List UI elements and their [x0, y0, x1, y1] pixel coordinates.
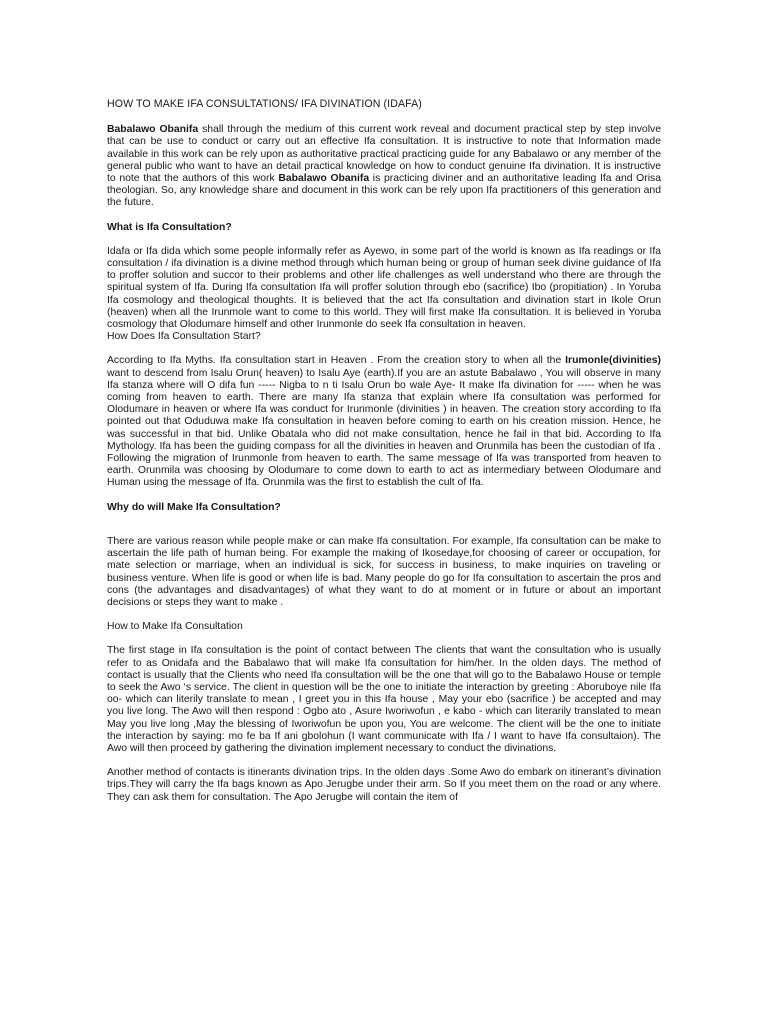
section-body-how-start [107, 355, 661, 489]
intro-paragraph [107, 124, 661, 209]
author-name-repeat: Babalawo Obanifa [278, 173, 370, 185]
author-name: Babalawo Obanifa [107, 124, 199, 136]
how-start-text-2: want to descend from Isalu Orun( heaven) to Isalu Aye (earth).If you are an astute Babalawo , You will observe in many Ifa stanza where will O difa fun ----- Nigba to n ti Isalu Orun bo wale Aye- It make Ifa divination for ----- when he was coming from heaven to earth. There are many Ifa stanza that explain where Ifa consultation was performed for Olodumare in heaven or where Ifa was conduct for Irunmonle (divinities ) in heaven. The creation story according to Ifa pointed out that Oduduwa make Ifa consultation in heaven before coming to earth on his creation mission. Hence, he was successful in that bid. Unlike Obatala who did not make consultation, hence he fail in that bid. According to Ifa Mythology. Ifa has been the guiding compass for all the divinities in heaven and Orunmila has been the custodian of Ifa . Following the migration of Irunmonle from heaven to earth. The same message of Ifa was transported from heaven to earth. Orunmila was choosing by Olodumare to come down to earth to act as intermediary between Olodumare and Human using the message of Ifa. Orunmila was the first to establish the cult of Ifa. [107, 367, 661, 489]
document-body [107, 98, 661, 804]
section-heading-how-start: How Does Ifa Consultation Start? [107, 331, 261, 343]
section-heading-why: Why do will Make Ifa Consultation? [107, 501, 281, 513]
how-start-text-1: According to Ifa Myths. Ifa consultation start in Heaven . From the creation story to when all the [107, 355, 566, 367]
divinities-term: Irumonle(divinities) [565, 355, 661, 367]
section-body-what-is: Idafa or Ifa dida which some people informally refer as Ayewo, in some part of the world is known as Ifa readings or Ifa consultation / ifa divination is a divine method through which human being or group of human seek divine guidance of Ifa to proffer solution and succor to their problems and other life challenges as well understand who there are through the spiritual system of Ifa. During Ifa consultation Ifa will proffer solution through ebo (sacrifice) Ibo (propitiation) . In Yoruba Ifa cosmology and theological thoughts. It is believed that the act Ifa consultation and divination start in Ikole Orun (heaven) when all the Irunmole want to come to this world. They will first make Ifa consultation. It is believed in Yoruba cosmology that Olodumare himself and other Irunmonle do seek Ifa consultation in heaven. [107, 245, 661, 331]
section-body-how-to-make-1: The first stage in Ifa consultation is the point of contact between The clients that want the consultation who is usually refer to as Onidafa and the Babalawo that will make Ifa consultation for him/her. In the olden days. The method of contact is usually that the Clients who need Ifa consultation will be the one that will go to the Babalawo House or temple to seek the Awo ‘s service. The client in question will be the one to initiate the interaction by greeting : Aboruboye nile Ifa oo- which can literily translate to mean , I greet you in this Ifa house , May your ebo (sacrifice ) be accepted and may you live long. The Awo will then respond : Ogbo ato , Asure Iworiwofun , e kabo - which can literarily translated to mean May you live long ,May the blessing of Iworiwofun be upon you, You are welcome. The client will be the one to initiate the interaction by saying: mo fe ba If ani gbolohun (I want communicate with Ifa / I want to have Ifa consultaion). The Awo will then proceed by gathering the divination implement necessary to conduct the divinations. [107, 645, 661, 754]
section-heading-what-is: What is Ifa Consultation? [107, 221, 232, 233]
intro-text-2: is practicing diviner and an authoritative leading Ifa and Orisa theologian. So, any knowledge share and document in this work can be rely upon Ifa practitioners of this generation and the future. [107, 173, 661, 209]
intro-text-1: shall through the medium of this current work reveal and document practical step by step involve that can be use to conduct or carry out an effective Ifa consultation. It is instructive to note that Information made available in this work can be rely upon as authoritative practical practicing guide for any Babalawo or any member of the general public who want to have an detail practical knowledge on how to conduct genuine Ifa divination. It is instructive to note that the authors of this work [107, 124, 661, 185]
document-title: HOW TO MAKE IFA CONSULTATIONS/ IFA DIVINATION (IDAFA) [107, 98, 422, 110]
section-body-how-to-make-2: Another method of contacts is itinerants divination trips. In the olden days .Some Awo do embark on itinerant’s divination trips.They will carry the Ifa bags known as Apo Jerugbe under their arm. So If you meet them on the road or any where. They can ask them for consultation. The Apo Jerugbe will contain the item of [107, 767, 661, 803]
section-heading-how-to-make: How to Make Ifa Consultation [107, 621, 243, 633]
section-body-why: There are various reason while people make or can make Ifa consultation. For example, Ifa consultation can be make to ascertain the life path of human being. For example the making of Ikosedaye,for choosing of career or occupation, for mate selection or marriage, when an individual is sick, for success in business, to make inquiries on traveling or business venture. When life is good or when life is bad. Many people do go for Ifa consultation to ascertain the pros and cons (the advantages and disadvantages) of what they want to do at moment or in future or about an important decisions or steps they want to make . [107, 535, 661, 608]
